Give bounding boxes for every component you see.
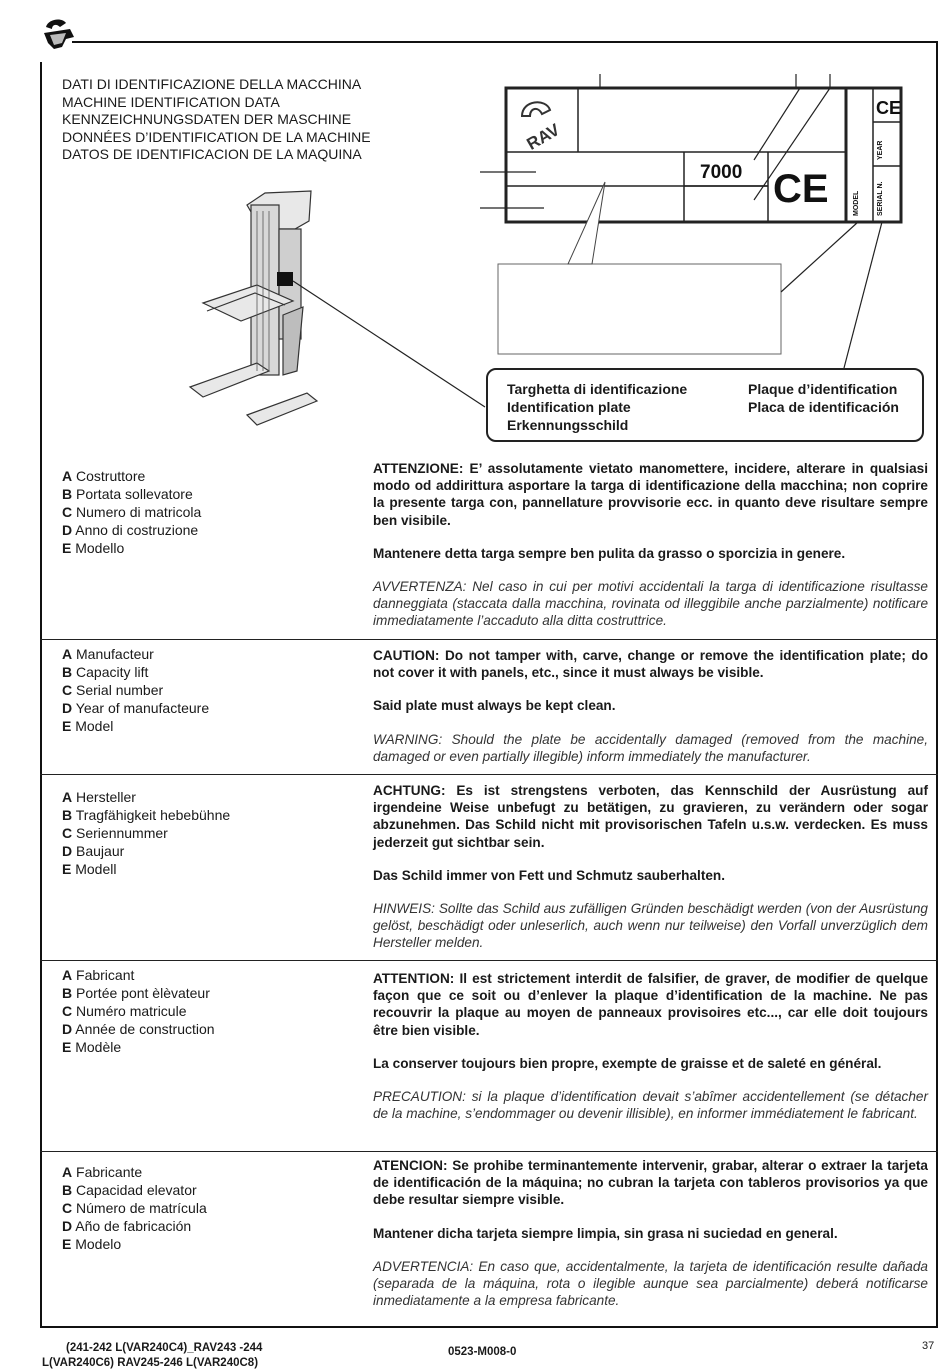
warning-text: WARNING: Should the plate be accidentally damaged (removed from the machine, damaged or even partially illegible) inform immediately the manufacturer. xyxy=(373,731,928,764)
frame-bottom-border xyxy=(40,1326,938,1328)
keep-clean-text: Mantener dicha tarjeta siempre limpia, sin grasa ni suciedad en general. xyxy=(373,1225,838,1241)
footer-models-line2: L(VAR240C6) RAV245-246 L(VAR240C8) xyxy=(42,1357,259,1369)
plate-location-marker xyxy=(277,272,293,286)
legend-item: C Numero di matricola xyxy=(62,504,202,520)
legend-item: E Modell xyxy=(62,861,117,877)
legend-item: A Hersteller xyxy=(62,789,136,805)
page-number: 37 xyxy=(922,1340,935,1352)
legend-item: A Costruttore xyxy=(62,468,146,484)
title-line-fr: DONNÉES D’IDENTIFICATION DE LA MACHINE xyxy=(62,128,371,145)
legend-item: C Serial number xyxy=(62,682,164,698)
legend-item: B Tragfähigkeit hebebühne xyxy=(62,807,231,823)
lift-illustration xyxy=(185,185,495,435)
identification-plate-diagram xyxy=(470,70,910,370)
legend-item: A Fabricant xyxy=(62,967,135,983)
legend-item: D Baujaur xyxy=(62,843,125,859)
legend-es xyxy=(62,1163,207,1253)
legend-item: A Manufacteur xyxy=(62,646,154,662)
page-title xyxy=(62,76,371,164)
legend-item: B Portée pont èlèvateur xyxy=(62,985,210,1001)
section-divider xyxy=(40,1151,938,1152)
ce-mark-large: CE xyxy=(773,167,829,211)
notice-it xyxy=(373,460,928,646)
keep-clean-text: Mantenere detta targa sempre ben pulita da grasso o sporcizia in genere. xyxy=(373,545,846,561)
warning-text: AVVERTENZA: Nel caso in cui per motivi accidentali la targa di identificazione risultasse danneggiata (staccata dalla macchina, rovinata od illeggibile anche parzialmente) notificare immediatamente l’accaduto alla ditta costruttrice. xyxy=(373,579,928,629)
warning-text: PRECAUTION: si la plaque d’identification devait s’abîmer accidentellement (se détacher de la machine, s’endommager ou devenir illisible), en informer immédiatement le fabricant. xyxy=(373,1089,928,1122)
legend-fr xyxy=(62,966,215,1056)
footer-models xyxy=(42,1341,262,1371)
caution-text: ACHTUNG: Es ist strengstens verboten, das Kennschild der Ausrüstung auf irgendeine Weise unbefugt zu betätigen, zu gravieren, zu verändern oder sogar abzunehmen. Das Schild nicht mit provisorischen Tafeln u.s.w. verdecken. Es muss jederzeit gut sichtbar sein. xyxy=(373,783,928,850)
legend-item: D Año de fabricación xyxy=(62,1218,192,1234)
callout-en: Identification plate xyxy=(507,399,631,415)
legend-item: D Anno di costruzione xyxy=(62,522,199,538)
caution-text: CAUTION: Do not tamper with, carve, change or remove the identification plate; do not cover it with panels, etc., since it must always be visible. xyxy=(373,648,928,681)
legend-item: C Seriennummer xyxy=(62,825,168,841)
legend-de xyxy=(62,788,230,878)
legend-item: D Année de construction xyxy=(62,1021,215,1037)
callout-fr: Plaque d’identification xyxy=(748,381,898,397)
legend-item: C Número de matrícula xyxy=(62,1200,207,1216)
caution-text: ATENCION: Se prohibe terminantemente intervenir, grabar, alterar o extraer la tarjeta de identificación de la máquina; no cubran la tarjeta con tableros provisorios ya que debe resultar siempre visible. xyxy=(373,1158,928,1208)
notice-es xyxy=(373,1157,928,1325)
title-line-it: DATI DI IDENTIFICAZIONE DELLA MACCHINA xyxy=(62,76,362,92)
title-line-es: DATOS DE IDENTIFICACION DE LA MAQUINA xyxy=(62,146,362,162)
keep-clean-text: Said plate must always be kept clean. xyxy=(373,698,616,714)
legend-item: E Modelo xyxy=(62,1236,122,1252)
footer-models-line1: (241-242 L(VAR240C4)_RAV243 -244 xyxy=(66,1342,263,1354)
callout-it: Targhetta di identificazione xyxy=(507,381,688,397)
identification-plate-callout xyxy=(486,368,924,442)
ce-mark-small: CE xyxy=(876,98,902,118)
brand-logo xyxy=(40,15,78,53)
footer-doc-code: 0523-M008-0 xyxy=(448,1346,517,1358)
frame-right-border xyxy=(936,41,938,1327)
callout-de: Erkennungsschild xyxy=(507,417,629,433)
keep-clean-text: Das Schild immer von Fett und Schmutz sauberhalten. xyxy=(373,867,725,883)
keep-clean-text: La conserver toujours bien propre, exempte de graisse et de saleté en général. xyxy=(373,1055,882,1071)
caution-text: ATTENTION: Il est strictement interdit de falsifier, de graver, de modifier de quelque façon que ce soit ou d’enlever la plaque d’identification de la machine. Ne pas recouvrir la plaque au moyen de panneaux provisoires etc..., car elle doit toujours être bien visible. xyxy=(373,971,928,1038)
legend-item: B Capacidad elevator xyxy=(62,1182,197,1198)
plate-year-label: YEAR xyxy=(877,140,884,160)
warning-text: HINWEIS: Sollte das Schild aus zufälligen Gründen beschädigt werden (von der Ausrüstung gelöst, beschädigt oder unleserlich, auch wenn nur teilweise) den Vorfall unverzüglich dem Hersteller melden. xyxy=(373,901,928,951)
legend-item: B Portata sollevatore xyxy=(62,486,193,502)
title-line-en: MACHINE IDENTIFICATION DATA xyxy=(62,93,280,110)
legend-item: C Numéro matricule xyxy=(62,1003,187,1019)
frame-top-border xyxy=(72,41,938,43)
legend-item: B Capacity lift xyxy=(62,664,149,680)
frame-left-border xyxy=(40,62,42,1327)
notice-en xyxy=(373,647,928,781)
legend-item: E Model xyxy=(62,718,114,734)
notice-fr xyxy=(373,970,928,1138)
legend-item: A Fabricante xyxy=(62,1164,143,1180)
legend-item: E Modello xyxy=(62,540,125,556)
legend-item: E Modèle xyxy=(62,1039,122,1055)
plate-model-label: MODEL xyxy=(853,190,860,216)
plate-serial-label: SERIAL N. xyxy=(877,181,884,216)
callout-es: Placa de identificación xyxy=(748,399,899,415)
caution-text: ATTENZIONE: E’ assolutamente vietato manomettere, incidere, alterare in qualsiasi modo od addirittura asportare la targa di identificazione della macchina; non coprire la presente targa con, pannellature provvisorie ecc. in quanto deve risultare sempre ben visibile. xyxy=(373,461,928,528)
svg-text:RAV: RAV xyxy=(523,120,564,154)
plate-capacity: 7000 xyxy=(700,162,743,183)
legend-item: D Year of manufacteure xyxy=(62,700,210,716)
notice-de xyxy=(373,782,928,968)
legend-en xyxy=(62,645,209,735)
title-line-de: KENNZEICHNUNGSDATEN DER MASCHINE xyxy=(62,111,352,127)
legend-it xyxy=(62,467,201,557)
warning-text: ADVERTENCIA: En caso que, accidentalmente, la tarjeta de identificación resulte dañada (separada de la máquina, rota o ilegible aunque sea parcialmente) deberá notificarse inmediatamente a la empresa fabricante. xyxy=(373,1258,928,1309)
